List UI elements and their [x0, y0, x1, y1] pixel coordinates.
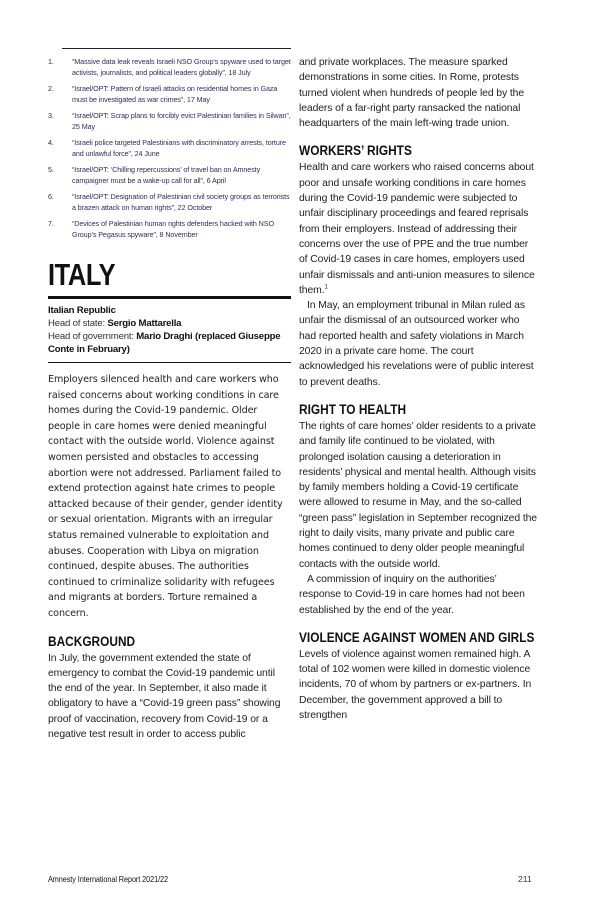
right-to-health-paragraph-2: A commission of inquiry on the authorities’ response to Covid-19 in care homes had not been established by the end of the year.: [299, 573, 525, 616]
section-heading-background: BACKGROUND: [48, 633, 136, 649]
reference-text: “Massive data leak reveals Israeli NSO Group’s spyware used to target activists, journalists, and political leaders globally”, 18 July: [72, 57, 291, 77]
country-facts: [48, 304, 291, 356]
section-heading-right-to-health: RIGHT TO HEALTH: [299, 401, 407, 417]
reference-text: “Israel/OPT: Scrap plans to forcibly evict Palestinian families in Silwan”, 25 May: [72, 111, 291, 131]
head-of-government-row: [48, 330, 291, 356]
reference-item: [48, 83, 291, 105]
reference-number: 3.: [48, 111, 54, 120]
reference-text: “Israel/OPT: Designation of Palestinian civil society groups as terrorists a brazen attack on human rights”, 22 October: [72, 192, 290, 212]
section-heading-workers-rights: WORKERS’ RIGHTS: [299, 143, 412, 159]
reference-item: [48, 137, 291, 159]
reference-text: “Israel/OPT: ‘Chilling repercussions’ of travel ban on Amnesty campaigner must be a wake-up call for all”, 6 April: [72, 165, 261, 185]
reference-number: 6.: [48, 192, 54, 201]
workers-rights-paragraph-1: [299, 160, 537, 298]
reference-number: 2.: [48, 84, 54, 93]
head-of-government: Mario Draghi (replaced Giuseppe Conte in February): [48, 331, 281, 355]
workers-rights-text: Health and care workers who raised concerns about poor and unsafe working conditions in care homes during the Covid-19 pandemic were subjected to unfair disciplinary proceedings and feared reprisals from their employers. Instead of addressing their concerns over the use of PPE and the true number of Covid-19 cases in care homes, employers used unfair dismissals and anti-union measures to silence them.: [299, 162, 535, 296]
page-number: 211: [518, 874, 532, 884]
background-paragraph: In July, the government extended the state of emergency to combat the Covid-19 pandemic until the end of the year. In September, it also made it obligatory to have a “Covid-19 green pass” showing proof of vaccination, recovery from Covid-19 or a negative test result in order to access public: [48, 652, 281, 740]
reference-list: [48, 56, 291, 240]
reference-item: [48, 191, 291, 213]
reference-text: “Devices of Palestinian human rights defenders hacked with NSO Group’s Pegasus spyware”, 8 November: [72, 219, 274, 239]
head-of-state-label: Head of state:: [48, 318, 108, 329]
violence-against-women-paragraph: Levels of violence against women remained high. A total of 102 women were killed in domestic violence incidents, 70 of whom by partners or ex-partners. In December, the government approved a bill to strengthen: [299, 648, 532, 721]
reference-item: [48, 56, 291, 78]
title-divider: [48, 296, 291, 299]
official-name: Italian Republic: [48, 305, 116, 316]
facts-divider: [48, 362, 291, 363]
reference-text: “Israel/OPT: Pattern of Israeli attacks on residential homes in Gaza must be investigated as war crimes”, 17 May: [72, 84, 278, 104]
reference-number: 5.: [48, 165, 54, 174]
reference-item: [48, 164, 291, 186]
section-heading-violence-against-women: VIOLENCE AGAINST WOMEN AND GIRLS: [299, 629, 535, 645]
reference-number: 7.: [48, 219, 54, 228]
left-column: [48, 48, 291, 742]
reference-item: [48, 218, 291, 240]
reference-text: “Israeli police targeted Palestinians with discriminatory arrests, torture and unlawful force”, 24 June: [72, 138, 286, 158]
right-column: [299, 55, 537, 723]
reference-number: 4.: [48, 138, 54, 147]
country-title: ITALY: [48, 257, 116, 292]
head-of-state: Sergio Mattarella: [107, 318, 182, 329]
right-to-health-paragraph-1: The rights of care homes’ older residents to a private and family life continued to be violated, with prolonged isolation causing a deterioration in residents’ physical and mental health. Although visits by family members holding a Covid-19 certificate were allowed to resume in May, and the so-called “green pass” legislation in September recognized the right to daily visits, many private and public care homes continued to deny older people meaningful contacts with the outside world.: [299, 420, 537, 570]
references-divider: [62, 48, 291, 49]
reference-number: 1.: [48, 57, 54, 66]
summary-paragraph: Employers silenced health and care workers who raised concerns about working conditions in care homes during the Covid-19 pandemic. Older people in care homes were denied meaningful contact with the outside world. Violence against women persisted and obstacles to accessing abortion were not addressed. Parliament failed to extend protection against hate crimes to people attacked because of their gender, gender identity or sexual orientation. Migrants with an irregular status remained vulnerable to exploitation and abuses. Cooperation with Libya on migration continued, despite abuses. The authorities continued to criminalize solidarity with refugees and migrants at borders. Torture remained a concern.: [48, 374, 283, 619]
background-paragraph-continued: and private workplaces. The measure sparked demonstrations in some cities. In Rome, protests turned violent when hundreds of people led by the leaders of a far-right party ransacked the national headquarters of the main left-wing trade union.: [299, 57, 525, 130]
head-of-government-label: Head of government:: [48, 331, 137, 342]
workers-rights-paragraph-2: In May, an employment tribunal in Milan ruled as unfair the dismissal of an outsourced worker who had reported health and safety violations in March 2020 in a private care home. The court acknowledged his revelations were of public interest to prevent deaths.: [299, 300, 534, 388]
reference-item: [48, 110, 291, 132]
footnote-link[interactable]: 1: [324, 284, 328, 291]
head-of-state-row: [48, 317, 291, 330]
footer-publication: Amnesty International Report 2021/22: [48, 874, 168, 884]
